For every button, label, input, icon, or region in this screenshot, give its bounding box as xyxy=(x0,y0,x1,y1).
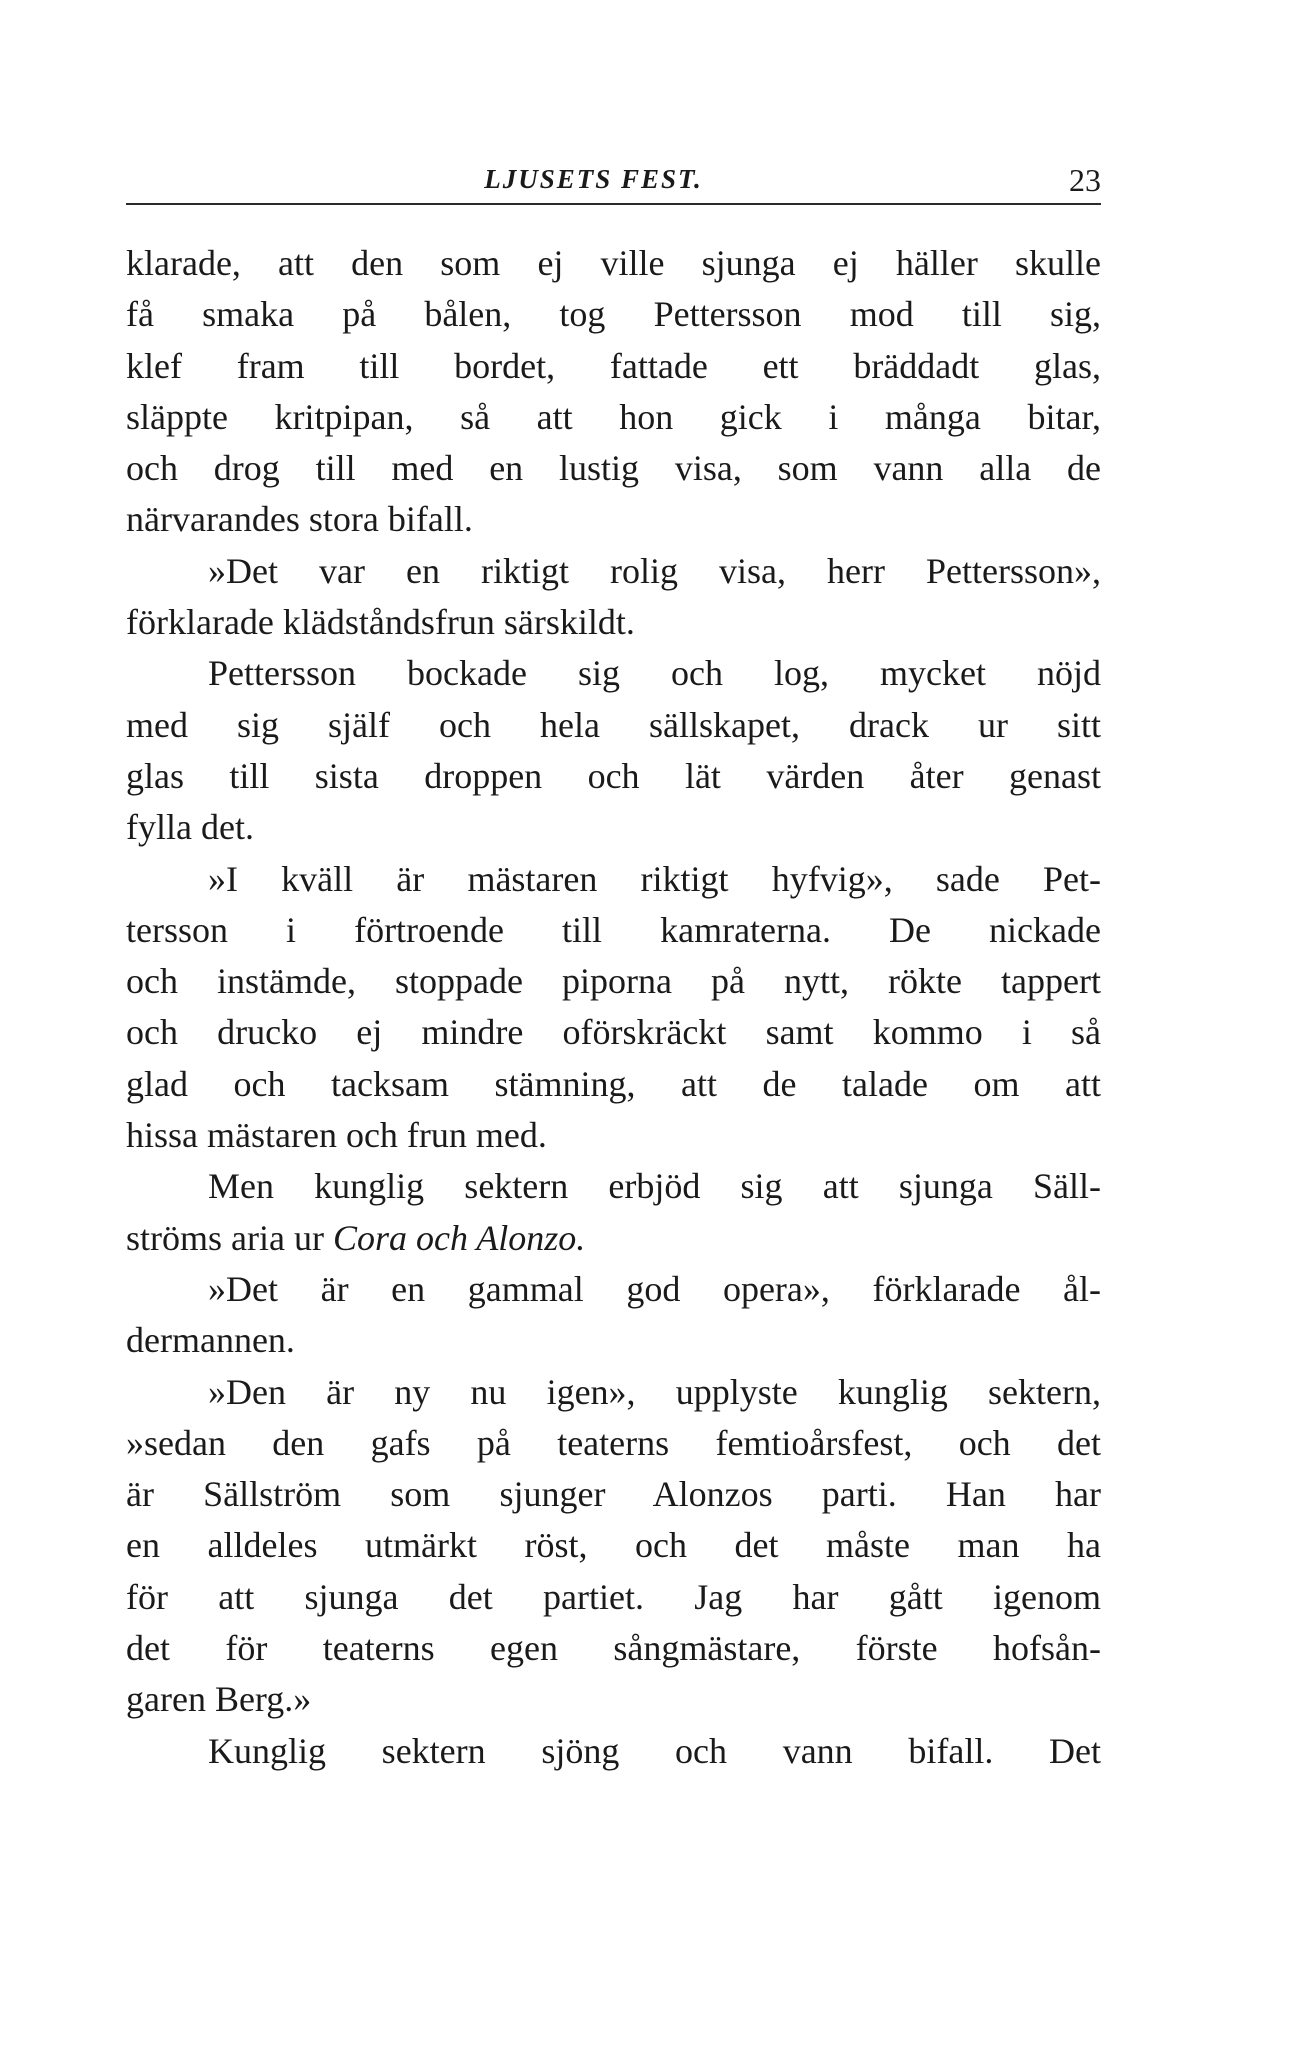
text-line: »Den är ny nu igen», upplyste kunglig sektern, xyxy=(208,1371,1101,1412)
body-text xyxy=(126,238,1101,1777)
text-line: »I kväll är mästaren riktigt hyfvig», sade Pet- xyxy=(208,858,1101,899)
text-line: Kunglig sektern sjöng och vann bifall. Det xyxy=(208,1730,1101,1771)
text-line: klef fram till bordet, fattade ett bräddadt glas, xyxy=(126,345,1101,386)
text-line: fylla det. xyxy=(126,807,254,848)
running-head xyxy=(126,164,1101,204)
text-line: närvarandes stora bifall. xyxy=(126,499,473,540)
text-line: släppte kritpipan, så att hon gick i många bitar, xyxy=(126,396,1101,437)
page-number: 23 xyxy=(1069,162,1101,198)
text-line: »sedan den gafs på teaterns femtioårsfest, och det xyxy=(126,1422,1101,1463)
text-line: Men kunglig sektern erbjöd sig att sjunga Säll- xyxy=(208,1166,1101,1207)
text-line: hissa mästaren och frun med. xyxy=(126,1115,547,1156)
text-line xyxy=(126,1213,1101,1264)
text-line: och drucko ej mindre oförskräckt samt kommo i så xyxy=(126,1012,1101,1053)
text-line: glad och tacksam stämning, att de talade om att xyxy=(126,1063,1101,1104)
text-line: dermannen. xyxy=(126,1320,295,1361)
text-line: för att sjunga det partiet. Jag har gått igenom xyxy=(126,1576,1101,1617)
text-line-segment: ströms aria ur xyxy=(126,1217,333,1258)
running-title: LJUSETS FEST. xyxy=(484,164,703,194)
text-line: Pettersson bockade sig och log, mycket nöjd xyxy=(208,653,1101,694)
text-line: med sig själf och hela sällskapet, drack ur sitt xyxy=(126,704,1101,745)
text-line: tersson i förtroende till kamraterna. De nickade xyxy=(126,909,1101,950)
text-line: det för teaterns egen sångmästare, förste hofsån- xyxy=(126,1628,1101,1669)
text-line: är Sällström som sjunger Alonzos parti. Han har xyxy=(126,1474,1101,1515)
header-rule xyxy=(126,203,1101,205)
text-line: en alldeles utmärkt röst, och det måste man ha xyxy=(126,1525,1101,1566)
text-line: och instämde, stoppade piporna på nytt, rökte tappert xyxy=(126,961,1101,1002)
italic-title: Cora och Alonzo. xyxy=(332,1217,586,1258)
text-line: garen Berg.» xyxy=(126,1679,312,1720)
text-line: klarade, att den som ej ville sjunga ej häller skulle xyxy=(126,243,1101,283)
text-line: glas till sista droppen och lät värden åter genast xyxy=(126,755,1101,796)
text-line: förklarade klädståndsfrun särskildt. xyxy=(126,602,635,643)
text-line: »Det är en gammal god opera», förklarade ål- xyxy=(208,1268,1101,1309)
text-line: och drog till med en lustig visa, som vann alla de xyxy=(126,448,1101,489)
text-line: få smaka på bålen, tog Pettersson mod till sig, xyxy=(126,294,1101,335)
text-line: »Det var en riktigt rolig visa, herr Pettersson», xyxy=(208,550,1101,591)
